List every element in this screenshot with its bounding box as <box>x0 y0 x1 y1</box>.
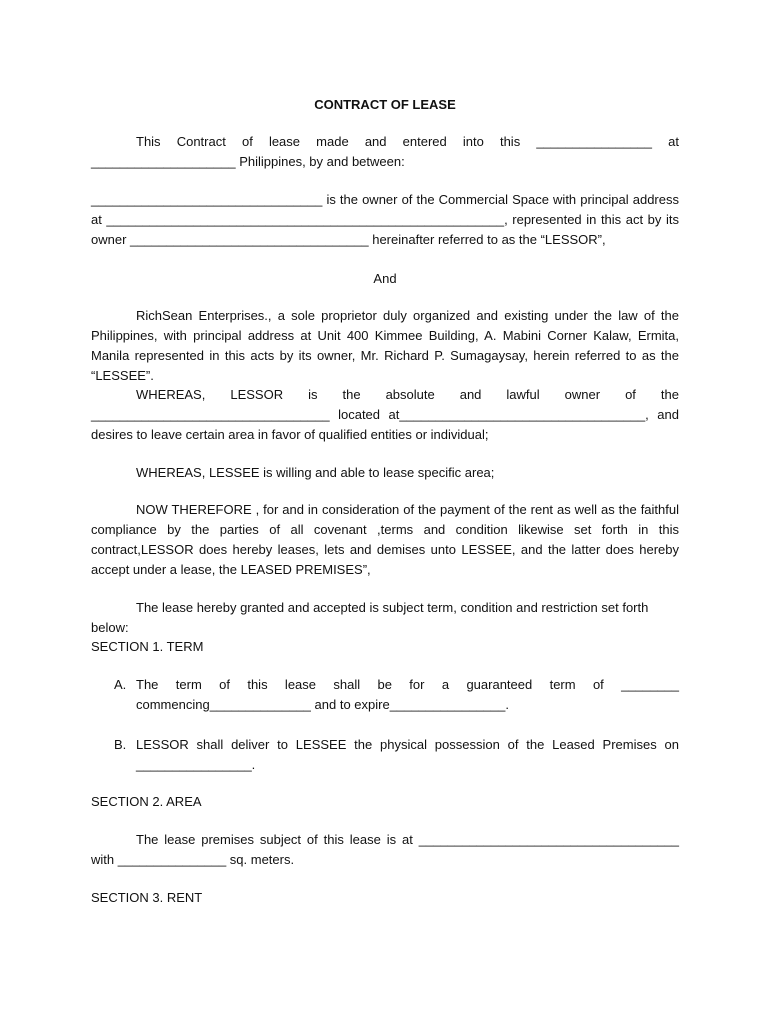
section-2-heading: SECTION 2. AREA <box>91 794 202 809</box>
section-3-heading: SECTION 3. RENT <box>91 890 203 905</box>
lessor-paragraph: ________________________________ is the owner of the Commercial Space with principal address at _______________________________________________________, represented in this act by its owner _________________________________ hereinafter referred to as the “LESSOR”, <box>91 192 679 247</box>
item-label: B. <box>114 737 127 752</box>
section-1-heading: SECTION 1. TERM <box>91 639 204 654</box>
section-2-text: The lease premises subject of this lease is at ____________________________________ with _______________ sq. meters. <box>91 832 679 867</box>
whereas-lessee-paragraph: WHEREAS, LESSEE is willing and able to lease specific area; <box>136 465 495 480</box>
item-label: A. <box>114 677 127 692</box>
subject-paragraph: The lease hereby granted and accepted is subject term, condition and restriction set forth below: <box>91 600 649 635</box>
now-therefore-paragraph: NOW THEREFORE , for and in consideration of the payment of the rent as well as the faithful compliance by the parties of all covenant ,terms and condition likewise set forth in this contract,LESSOR does hereby leases, lets and demises unto LESSEE, and the latter does hereby accept under a lease, the LEASED PREMISES”, <box>91 502 679 577</box>
item-text: LESSOR shall deliver to LESSEE the physical possession of the Leased Premises on ________________. <box>136 737 679 772</box>
intro-paragraph: This Contract of lease made and entered into this ________________ at ____________________ Philippines, by and between: <box>91 134 679 169</box>
whereas-owner-paragraph: WHEREAS, LESSOR is the absolute and lawful owner of the _________________________________ located at__________________________________, and desires to leave certain area in favor of qualified entities or individual; <box>91 387 679 442</box>
lessee-paragraph: RichSean Enterprises., a sole proprietor duly organized and existing under the law of the Philippines, with principal address at Unit 400 Kimmee Building, A. Mabini Corner Kalaw, Ermita, Manila represented in this acts by its owner, Mr. Richard P. Sumagaysay, herein referred to as the “LESSEE”. <box>91 308 679 383</box>
and-separator: And <box>373 271 397 286</box>
document-title: CONTRACT OF LEASE <box>314 97 456 112</box>
item-text: The term of this lease shall be for a guaranteed term of ________ commencing______________ and to expire________________. <box>136 677 679 712</box>
